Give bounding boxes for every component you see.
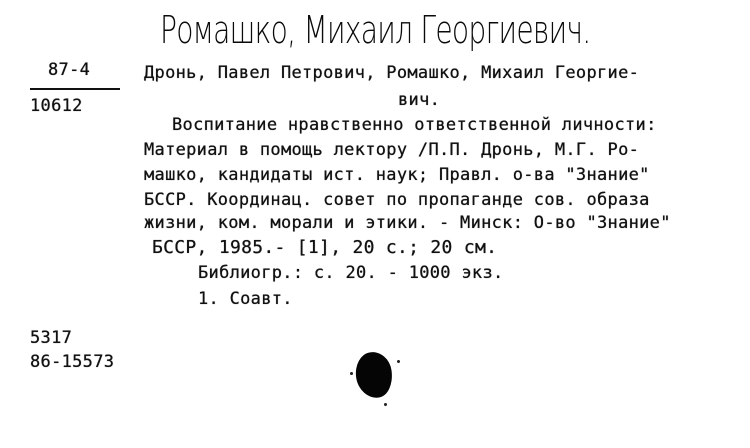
footer-number-1: 5317 [30,328,73,348]
author-line-1: Дронь, Павел Петрович, Ромашко, Михаил Георгие- [144,63,640,83]
footer-number-2: 86-15573 [30,352,115,372]
ink-blot [353,350,395,401]
ink-speck [397,360,400,363]
imprint-line: БССР, 1985.- [1], 20 с.; 20 см. [152,237,498,258]
title-line-3: машко, кандидаты ист. наук; Правл. о-ва "Знание" [144,165,650,185]
call-number-bottom: 10612 [30,96,83,116]
ink-speck [384,403,387,406]
call-number-top: 87-4 [48,60,91,80]
title-line-2: Материал в помощь лектору /П.П. Дронь, М.Г. Ро- [144,140,640,160]
tracing-line: 1. Соавт. [198,289,293,309]
call-number-divider [30,88,120,90]
handwritten-heading: Ромашко, Михаил Георгиевич. [160,8,591,52]
bibliography-line: Библиогр.: с. 20. - 1000 экз. [198,263,504,283]
author-line-2: вич. [398,90,441,110]
title-line-4: БССР. Координац. совет по пропаганде сов. образа [144,190,650,210]
ink-speck [350,372,353,375]
title-line-1: Воспитание нравственно ответственной личности: [172,115,657,135]
title-line-5: жизни, ком. морали и этики. - Минск: О-во "Знание" [144,213,671,233]
